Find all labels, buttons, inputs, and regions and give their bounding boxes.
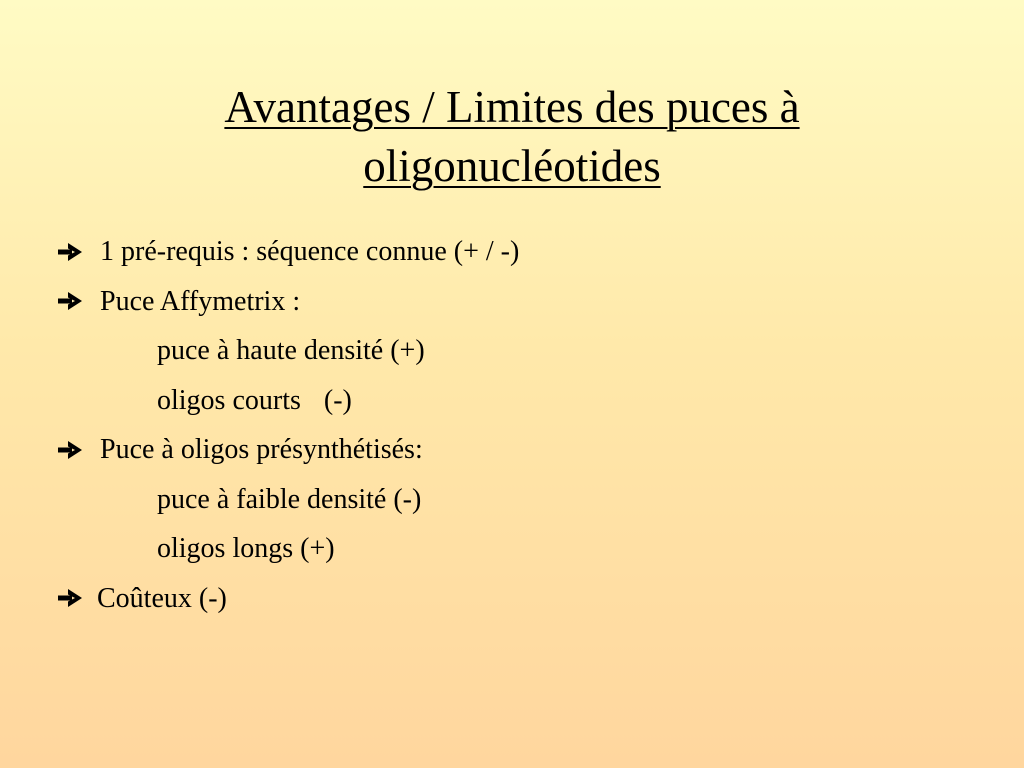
sub-item-oligos-longs xyxy=(58,524,998,574)
title-line-1: Avantages / Limites des puces à xyxy=(224,82,800,132)
slide-title xyxy=(0,78,1024,196)
bullet-item-couteux xyxy=(58,574,998,624)
sub-item-text: puce à haute densité (+) xyxy=(157,335,425,366)
bullet-text: 1 pré-requis : séquence connue (+ / -) xyxy=(100,236,520,267)
bullet-item-presynthetises xyxy=(58,425,998,475)
bullet-item-prerequis xyxy=(58,227,998,277)
bullet-list xyxy=(58,227,998,623)
sub-item-faible-densite xyxy=(58,475,998,525)
sub-item-mark: (-) xyxy=(323,384,352,416)
right-arrow-icon xyxy=(58,588,84,608)
right-arrow-icon xyxy=(58,242,84,262)
sub-item-text: puce à faible densité (-) xyxy=(157,483,422,515)
bullet-text: Coûteux (-) xyxy=(97,582,227,614)
right-arrow-icon xyxy=(58,440,84,460)
sub-item-text: oligos longs (+) xyxy=(157,533,335,564)
sub-item-text: oligos courts xyxy=(157,384,301,416)
right-arrow-icon xyxy=(58,291,84,311)
sub-item-oligos-courts xyxy=(58,376,998,426)
bullet-text: Puce Affymetrix : xyxy=(100,285,301,317)
bullet-item-affymetrix xyxy=(58,277,998,327)
bullet-text: Puce à oligos présynthétisés: xyxy=(100,434,423,465)
sub-item-haute-densite xyxy=(58,326,998,376)
title-line-2: oligonucléotides xyxy=(363,141,661,191)
